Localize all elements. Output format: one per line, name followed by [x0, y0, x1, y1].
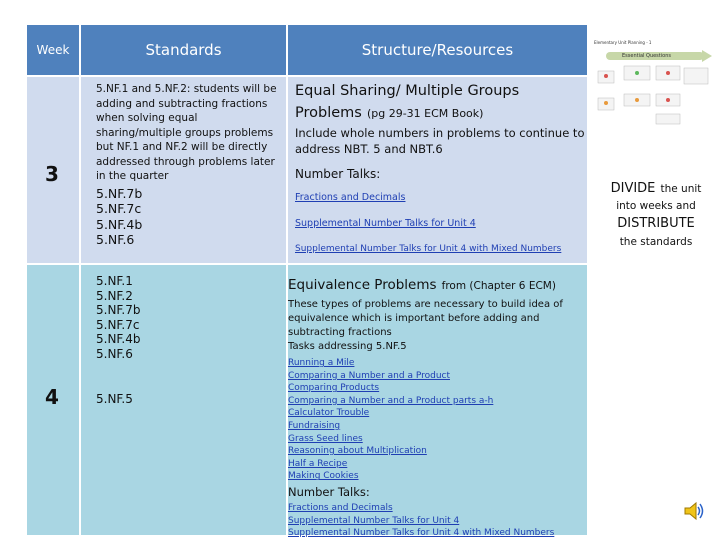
week3-title-line1: Equal Sharing/ Multiple Groups [295, 83, 520, 99]
week3-link-fractions-decimals[interactable]: Fractions and Decimals [295, 192, 406, 203]
standard-item: 5.NF.1 [96, 274, 133, 288]
week4-title-small: from (Chapter 6 ECM) [441, 280, 556, 292]
header-week: Week [36, 43, 70, 57]
thumbnail-dot-green [635, 71, 639, 75]
thumbnail-cell [656, 114, 680, 124]
week3-title-problems: Problems [295, 105, 362, 121]
the-standards-line: the standards [619, 236, 693, 248]
speaker-wave-inner [698, 507, 700, 515]
task-link[interactable]: Comparing a Number and a Product parts a-h [288, 395, 494, 406]
nt-link[interactable]: Fractions and Decimals [288, 502, 393, 513]
speaker-icon-graphic [682, 500, 706, 522]
week4-task-links [288, 357, 586, 483]
week4-standards-list [96, 274, 282, 362]
week4-description: These types of problems are necessary to build idea of equivalence which is important before adding and subtracting fractions [288, 299, 563, 338]
week3-title-pages: (pg 29-31 ECM Book) [366, 107, 484, 120]
header-week-cell [27, 25, 79, 75]
divide-line [592, 178, 720, 198]
week4-structure [288, 275, 586, 540]
thumbnail-dot-red [666, 98, 670, 102]
planning-thumbnail [592, 38, 714, 133]
nt-link[interactable]: Supplemental Number Talks for Unit 4 with Mixed Numbers [288, 528, 555, 539]
week3-structure [295, 82, 585, 181]
thumbnail-cell [684, 68, 708, 84]
standard-item: 5.NF.4b [96, 216, 143, 232]
task-link[interactable]: Calculator Trouble [288, 408, 370, 419]
thumbnail-dot-orange [635, 98, 639, 102]
divide-word: DIVIDE [610, 181, 656, 196]
divide-distribute-note [592, 178, 720, 250]
standard-item: 5.NF.7c [96, 201, 142, 216]
week4-tasks-label: Tasks addressing 5.NF.5 [288, 341, 407, 352]
week3-number: 3 [45, 162, 59, 186]
standard-item: 5.NF.7c [96, 317, 140, 332]
week3-link-supplemental-mixed[interactable]: Supplemental Number Talks for Unit 4 with Mixed Numbers [295, 244, 562, 254]
week4-number-talks-label: Number Talks: [288, 484, 370, 499]
task-link[interactable]: Running a Mile [288, 358, 355, 368]
week3-standards-intro-text: 5.NF.1 and 5.NF.2: students will be adding and subtracting fractions when solving equal sharing/multiple groups problems but NF.1 and NF.2 will be directly addressed through problems later in the quarter [96, 83, 277, 182]
into-line: into weeks and [616, 200, 696, 212]
task-link[interactable]: Making Cookies [288, 471, 359, 482]
thumbnail-arrow-tip [702, 50, 712, 62]
distribute-word: DISTRIBUTE [617, 216, 695, 231]
task-link[interactable]: Reasoning about Multiplication [288, 446, 427, 457]
week3-title-line2 [295, 101, 585, 125]
task-link[interactable]: Comparing a Number and a Product [288, 370, 450, 381]
standard-item: 5.NF.7b [96, 303, 141, 318]
week3-number-talks-label: Number Talks: [295, 167, 381, 181]
header-structure: Structure/Resources [361, 41, 514, 59]
thumbnail-dot-red [666, 71, 670, 75]
week4-nt-links [288, 502, 586, 540]
week4-number: 4 [45, 385, 59, 409]
week4-title [288, 275, 586, 295]
week3-note: Include whole numbers in problems to continue to address NBT. 5 and NBT.6 [295, 126, 585, 156]
speaker-wave-outer [700, 504, 703, 518]
speaker-body [685, 503, 696, 519]
task-link[interactable]: Fundraising [288, 420, 341, 431]
header-standards: Standards [145, 41, 222, 59]
task-link[interactable]: Grass Seed lines [288, 433, 363, 444]
week4-standard-extra: 5.NF.5 [96, 392, 133, 406]
standard-item: 5.NF.7b [96, 185, 143, 201]
week3-link-supplemental-unit4[interactable]: Supplemental Number Talks for Unit 4 [295, 218, 476, 229]
week4-title-big: Equivalence Problems [288, 277, 437, 293]
standard-item: 5.NF.4b [96, 332, 141, 347]
thumbnail-dot-red [604, 74, 608, 78]
divide-rest: the unit [660, 183, 702, 195]
thumbnail-title: Elementary Unit Planning - 1 [594, 40, 652, 45]
week3-standards-intro [96, 82, 282, 184]
standard-item: 5.NF.2 [96, 288, 133, 303]
task-link[interactable]: Half a Recipe [288, 458, 348, 469]
standard-item: 5.NF.6 [96, 346, 133, 361]
nt-link[interactable]: Supplemental Number Talks for Unit 4 [288, 515, 460, 526]
standard-item: 5.NF.6 [96, 232, 135, 247]
thumbnail-banner-text: Essential Questions [622, 53, 671, 59]
task-link[interactable]: Comparing Products [288, 383, 380, 394]
header-standards-cell [81, 25, 286, 75]
speaker-icon[interactable] [682, 500, 706, 522]
week3-standards [96, 82, 282, 248]
week4-standards [96, 274, 282, 362]
header-structure-cell [288, 25, 587, 75]
week3-standards-list [96, 186, 282, 248]
thumbnail-dot-orange [604, 101, 608, 105]
